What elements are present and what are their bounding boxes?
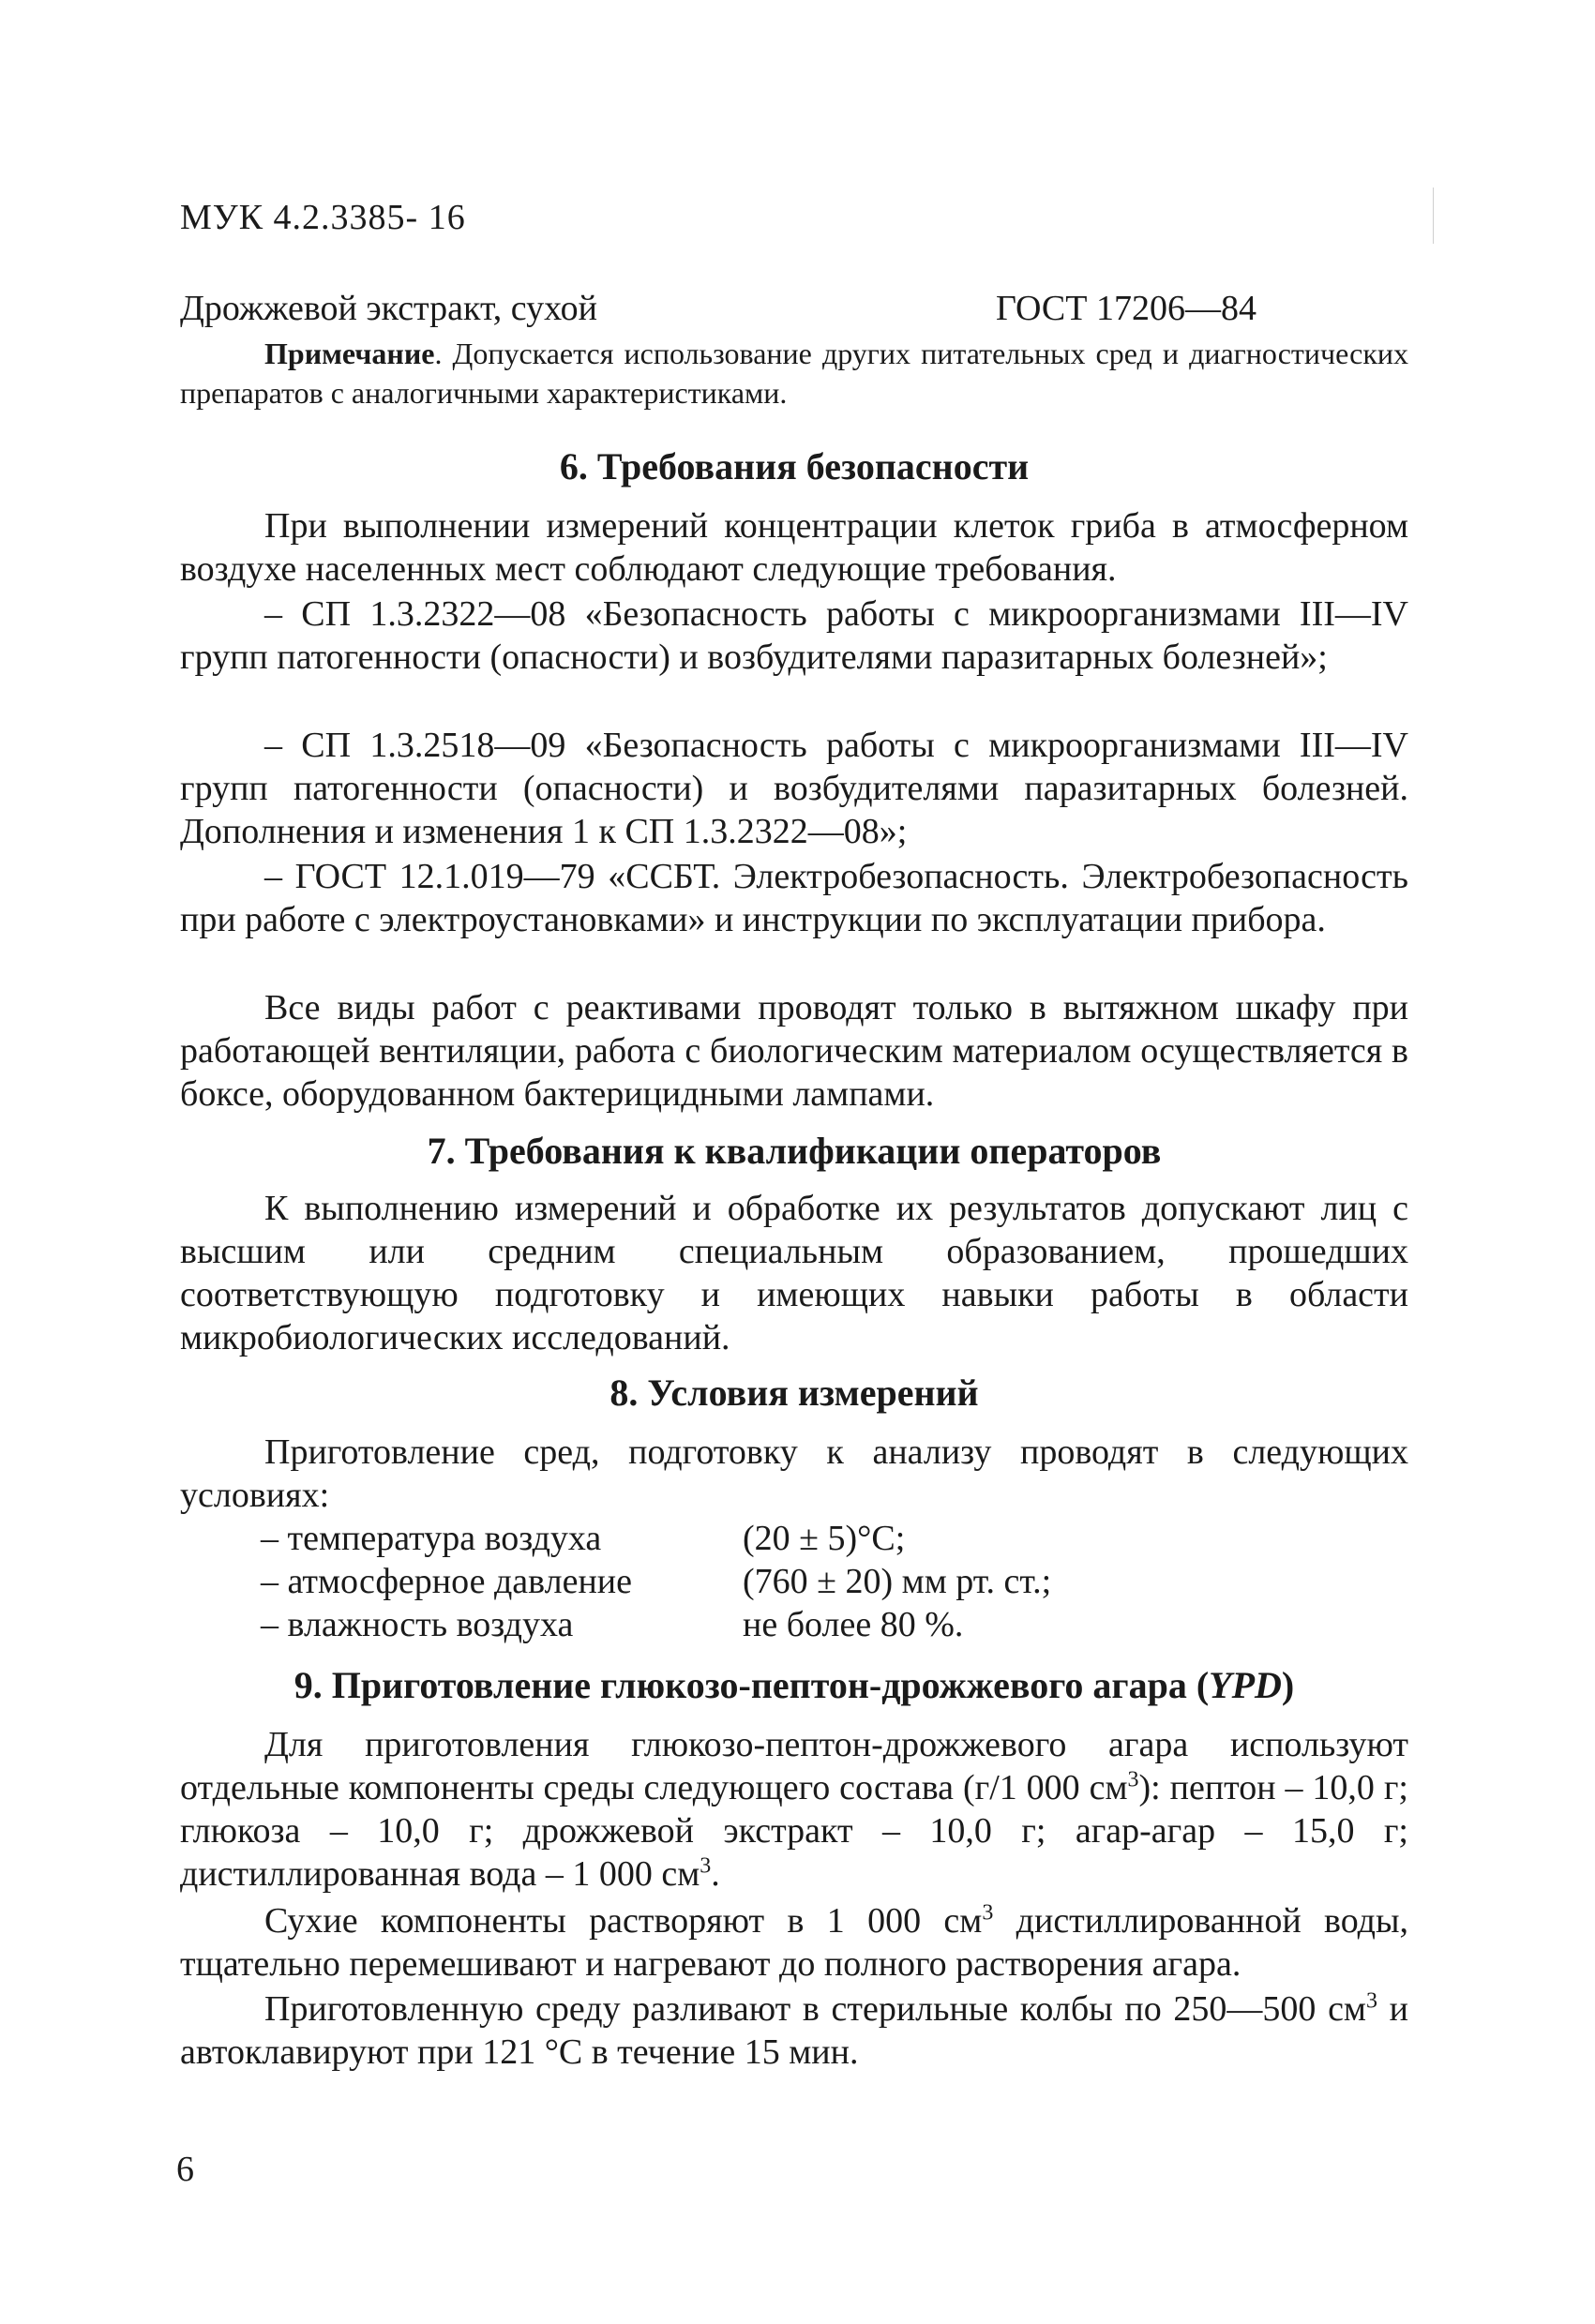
section-9-p1-part-b: ): пептон – 10,0 г; глюкоза – 10,0 г; дрожжевой экстракт – 10,0 г; агар-агар – 15,0 г; дистиллированная вода – 1 000 см	[180, 1768, 1408, 1894]
section-9-p1-part-a: Для приготовления глюкозо-пептон-дрожжевого агара используют отдельные компоненты среды следующего состава (г/1 000 см	[180, 1725, 1408, 1807]
section-6-paragraph-1: При выполнении измерений концентрации клеток гриба в атмосферном воздухе населенных мест соблюдают следующие требования.	[180, 506, 1408, 589]
section-7-title: 7. Требования к квалификации операторов	[427, 1130, 1162, 1172]
section-9-paragraph-2	[180, 1899, 1408, 1986]
superscript-3: 3	[1127, 1767, 1139, 1792]
superscript-3: 3	[700, 1853, 712, 1879]
document-code: МУК 4.2.3385- 16	[180, 198, 466, 237]
section-9-p3-part-a: Приготовленную среду разливают в стерильные колбы по 250—500 см	[264, 1989, 1366, 2029]
section-9-title-main: 9. Приготовление глюкозо-пептон-дрожжевого агара (	[293, 1664, 1210, 1706]
section-9-title-end: )	[1281, 1664, 1295, 1706]
section-9-paragraph-1	[180, 1723, 1408, 1896]
section-6-paragraph-4: – ГОСТ 12.1.019—79 «ССБТ. Электробезопасность. Электробезопасность при работе с электроустановками» и инструкции по эксплуатации прибора.	[180, 857, 1408, 939]
material-item-row	[180, 287, 1408, 330]
section-9-p3-part-b: и автоклавируют при 121 °С в течение 15 мин.	[180, 1989, 1408, 2072]
section-6-title: 6. Требования безопасности	[559, 445, 1030, 487]
section-6-paragraph-3: – СП 1.3.2518—09 «Безопасность работы с микроорганизмами III—IV групп патогенности (опасности) и возбудителями паразитарных болезней. Дополнения и изменения 1 к СП 1.3.2322—08»;	[180, 726, 1408, 851]
section-9-paragraph-3	[180, 1987, 1408, 2074]
material-standard: ГОСТ 17206—84	[996, 289, 1256, 328]
material-name: Дрожжевой экстракт, сухой	[180, 289, 597, 328]
section-6-paragraph-2: – СП 1.3.2322—08 «Безопасность работы с микроорганизмами III—IV групп патогенности (опасности) и возбудителями паразитарных болезней»;	[180, 594, 1408, 677]
section-9-p2-part-b: дистиллированной воды, тщательно перемешивают и нагревают до полного растворения агара.	[180, 1901, 1408, 1984]
section-6-paragraph-5: Все виды работ с реактивами проводят только в вытяжном шкафу при работающей вентиляции, работа с биологическим материалом осуществляется в боксе, оборудованном бактерицидными лампами.	[180, 988, 1408, 1114]
condition-label: – влажность воздуха	[261, 1605, 574, 1644]
section-9-p1-part-c: .	[711, 1854, 720, 1894]
scan-edge-mark	[1433, 187, 1434, 244]
condition-value: не более 80 %.	[743, 1605, 964, 1644]
section-9-p2-part-a: Сухие компоненты растворяют в 1 000 см	[264, 1901, 983, 1941]
superscript-3: 3	[982, 1900, 994, 1926]
condition-label: – температура воздуха	[261, 1519, 602, 1558]
section-9-title-abbr: YPD	[1209, 1664, 1282, 1706]
condition-value: (20 ± 5)°С;	[743, 1519, 906, 1558]
section-7-paragraph-1: К выполнению измерений и обработке их результатов допускают лиц с высшим или средним специальным образованием, прошедших соответствующую подготовку и имеющих навыки работы в области микробиологических исследований.	[180, 1189, 1408, 1357]
section-8-intro: Приготовление сред, подготовку к анализу проводят в следующих условиях:	[180, 1432, 1408, 1515]
superscript-3: 3	[1365, 1988, 1377, 2014]
condition-label: – атмосферное давление	[261, 1562, 632, 1601]
section-8-title: 8. Условия измерений	[609, 1372, 979, 1414]
condition-value: (760 ± 20) мм рт. ст.;	[743, 1562, 1052, 1601]
page-number: 6	[176, 2150, 194, 2189]
materials-note	[180, 334, 1408, 412]
note-label: Примечание	[264, 337, 435, 370]
note-text: . Допускается использование других питательных сред и диагностических препаратов с аналогичными характеристиками.	[180, 337, 1408, 410]
section-9-title	[180, 1663, 1408, 1708]
